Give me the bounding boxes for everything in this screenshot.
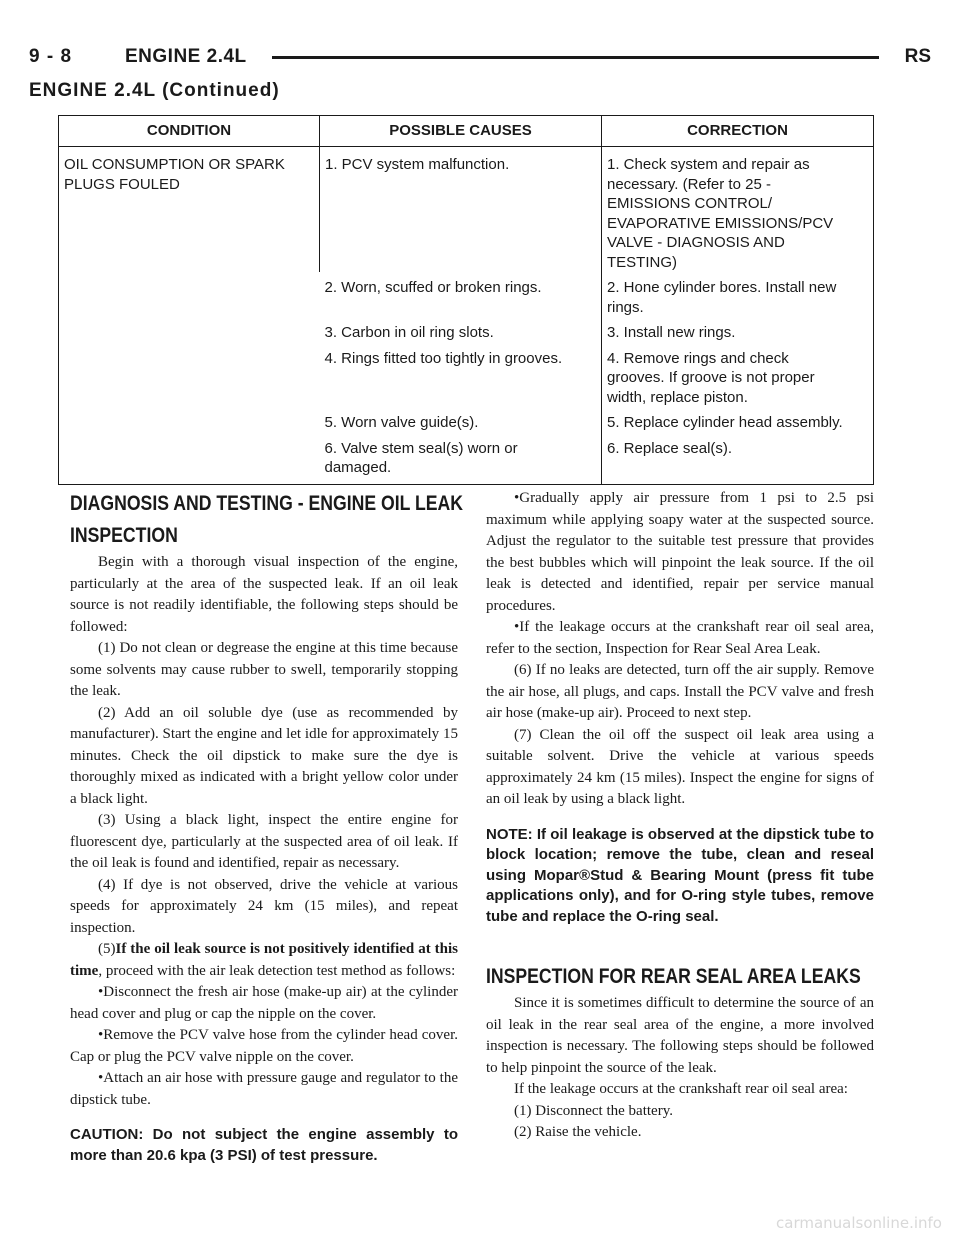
cause-cell: 3. Carbon in oil ring slots. [324, 324, 494, 341]
diagnosis-table [58, 115, 874, 485]
correction-cell: 3. Install new rings. [602, 317, 874, 343]
bullet-item: •Disconnect the fresh air hose (make-up air) at the cylinder head cover and plug or cap the nipple on the cover. [70, 984, 458, 1022]
correction-cell: 1. Check system and repair as necessary. (Refer to 25 - EMISSIONS CONTROL/ EVAPORATIVE EMISSIONS/PCV VALVE - DIAGNOSIS AND TESTING) [602, 147, 874, 273]
step-6: (6) If no leaks are detected, turn off the air supply. Remove the air hose, all plugs, and caps. Install the PCV valve and fresh air hose (make-up air). Proceed to next step. [486, 662, 874, 721]
step-2: (2) Add an oil soluble dye (use as recommended by manufacturer). Start the engine and let idle for approximately 15 minutes. Check the oil dipstick to make sure the dye is thoroughly mixed as indicated with a bright yellow color under a black light. [70, 704, 458, 807]
header-section-title: ENGINE 2.4L [125, 46, 247, 67]
step-1: (1) Do not clean or degrease the engine at this time because some solvents may cause rubber to swell, temporarily stopping the leak. [70, 640, 458, 699]
dipstick-note: NOTE: If oil leakage is observed at the dipstick tube to block location; remove the tube, clean and reseal using Mopar®Stud & Bearing Mount (press fit tube applications only), and for O-ring style tubes, remove tube and replace the O-ring seal. [486, 825, 874, 925]
intro-paragraph: Begin with a thorough visual inspection of the engine, particularly at the area of the suspected leak. If an oil leak source is not readily identifiable, the following steps should be followed: [70, 554, 458, 635]
col-header-causes: POSSIBLE CAUSES [320, 116, 602, 147]
bullet-item: •Attach an air hose with pressure gauge and regulator to the dipstick tube. [70, 1070, 458, 1108]
right-column [486, 488, 874, 1144]
rear-seal-condition: If the leakage occurs at the crankshaft rear oil seal area: [514, 1081, 848, 1097]
condition-cell: OIL CONSUMPTION OR SPARK PLUGS FOULED [64, 156, 285, 193]
rear-seal-step-1: (1) Disconnect the battery. [514, 1102, 673, 1119]
bullet-item: •Gradually apply air pressure from 1 psi to 2.5 psi maximum while applying soapy water at the suspected source. Adjust the regulator to the suitable test pressure that provides the best bubbles which will pinpoint the leak source. If the oil leak is detected and identified, repair per service manual procedures. [486, 490, 874, 614]
correction-cell: 5. Replace cylinder head assembly. [602, 407, 874, 433]
step-4: (4) If dye is not observed, drive the vehicle at various speeds for approximately 24 km (15 miles), and repeat inspection. [70, 876, 458, 936]
rear-seal-step-2: (2) Raise the vehicle. [514, 1124, 642, 1140]
correction-cell: 4. Remove rings and check grooves. If groove is not proper width, replace piston. [602, 343, 874, 408]
left-column [70, 488, 464, 1180]
page-header [29, 46, 931, 72]
step-5: (5)If the oil leak source is not positively identified at this time, proceed with the air leak detection test method as follows: [70, 941, 458, 979]
continued-title: ENGINE 2.4L (Continued) [29, 80, 280, 101]
registered-mark: ® [579, 866, 591, 884]
cause-cell: 6. Valve stem seal(s) worn or damaged. [324, 439, 518, 476]
section-heading-oil-leak: DIAGNOSIS AND TESTING - ENGINE OIL LEAK INSPECTION [70, 492, 464, 547]
bullet-item: •If the leakage occurs at the crankshaft rear oil seal area, refer to the section, Inspection for Rear Seal Area Leak. [486, 619, 874, 657]
bullet-item: •Remove the PCV valve hose from the cylinder head cover. Cap or plug the PCV valve nipple on the cover. [70, 1027, 458, 1065]
correction-cell: 6. Replace seal(s). [602, 433, 874, 485]
bullet-icon: • [98, 1027, 104, 1043]
table-header-row [59, 116, 874, 147]
page-number: 9 - 8 [29, 46, 73, 67]
correction-cell: 2. Hone cylinder bores. Install new rings. [602, 272, 874, 317]
cause-cell: 5. Worn valve guide(s). [324, 414, 479, 431]
caution-note: CAUTION: Do not subject the engine assembly to more than 20.6 kpa (3 PSI) of test pressure. [70, 1126, 458, 1164]
bullet-icon: • [98, 1070, 104, 1086]
header-rule [272, 56, 879, 59]
bullet-icon: • [98, 984, 104, 1000]
table-row [59, 147, 874, 273]
header-model-code: RS [904, 46, 931, 67]
rear-seal-intro: Since it is sometimes difficult to determine the source of an oil leak in the rear seal area of the engine, a more involved inspection is necessary. The following steps should be followed to help pinpoint the source of the leak. [486, 995, 874, 1076]
col-header-condition: CONDITION [59, 116, 320, 147]
cause-cell: 1. PCV system malfunction. [320, 147, 602, 273]
cause-cell: 2. Worn, scuffed or broken rings. [324, 279, 542, 296]
step-7: (7) Clean the oil off the suspect oil leak area using a suitable solvent. Drive the vehicle at various speeds approximately 24 km (15 miles). Inspect the engine for signs of an oil leak by using a black light. [486, 726, 874, 807]
col-header-correction: CORRECTION [602, 116, 874, 147]
step-3: (3) Using a black light, inspect the entire engine for fluorescent dye, particularly at the suspected area of oil leak. If the oil leak is found and identified, repair as necessary. [70, 812, 458, 871]
section-heading-rear-seal: INSPECTION FOR REAR SEAL AREA LEAKS [486, 965, 861, 988]
bullet-icon: • [514, 619, 520, 635]
watermark: carmanualsonline.info [776, 1214, 942, 1232]
cause-cell: 4. Rings fitted too tightly in grooves. [324, 349, 563, 367]
bullet-icon: • [514, 490, 520, 506]
